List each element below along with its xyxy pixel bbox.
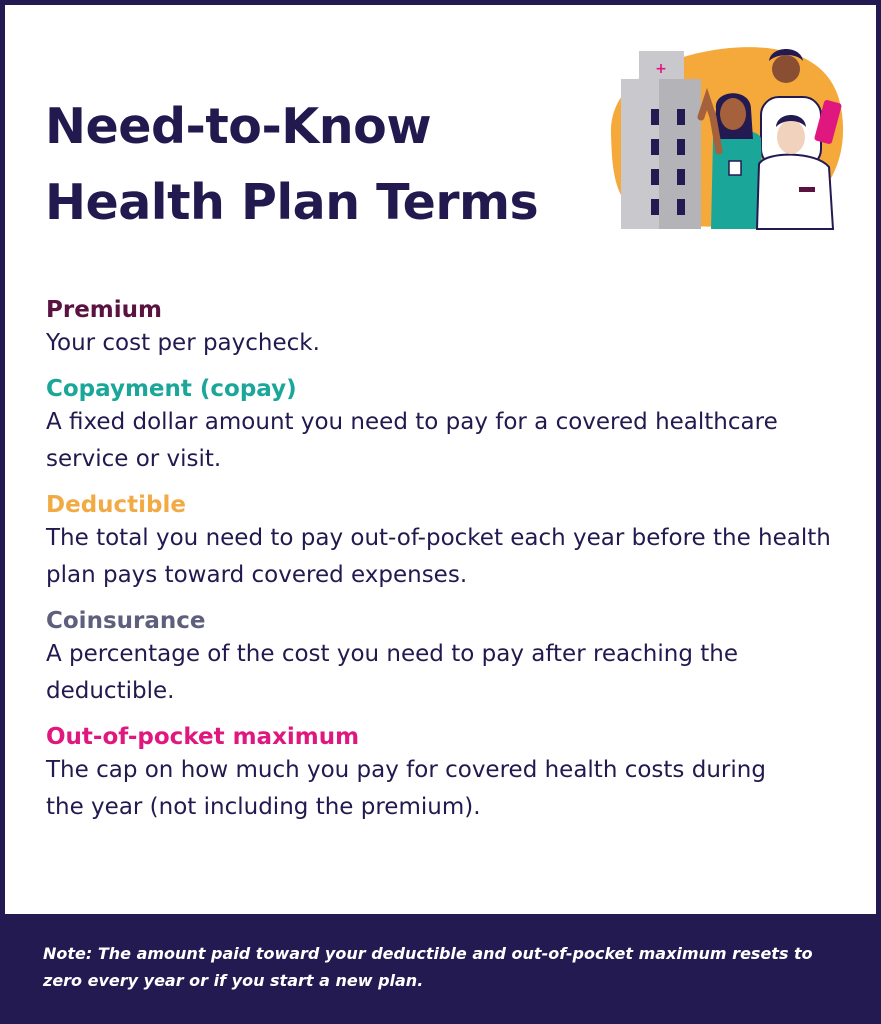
term-premium bbox=[46, 295, 846, 362]
term-definition: A fixed dollar amount you need to pay for a covered healthcare service or visit. bbox=[46, 409, 778, 472]
terms-list bbox=[46, 295, 846, 838]
terms-card bbox=[5, 5, 876, 914]
term-copayment bbox=[46, 374, 846, 478]
footer-note: Note: The amount paid toward your deductible and out-of-pocket maximum resets to zero every year or if you start a new plan. bbox=[43, 944, 813, 990]
term-definition: The total you need to pay out-of-pocket each year before the health plan pays toward covered expenses. bbox=[46, 525, 831, 588]
term-definition: Your cost per paycheck. bbox=[46, 330, 320, 356]
term-definition: The cap on how much you pay for covered health costs during the year (not including the premium). bbox=[46, 757, 766, 820]
term-name: Out-of-pocket maximum bbox=[46, 724, 360, 750]
term-name: Copayment (copay) bbox=[46, 376, 297, 402]
term-name: Deductible bbox=[46, 492, 186, 518]
term-coinsurance bbox=[46, 606, 846, 710]
term-deductible bbox=[46, 490, 846, 594]
page-title bbox=[45, 89, 538, 241]
healthcare-team-illustration bbox=[601, 39, 851, 234]
term-out-of-pocket-maximum bbox=[46, 722, 846, 826]
title-line-1: Need-to-Know bbox=[45, 98, 432, 155]
svg-text:+: + bbox=[655, 61, 667, 77]
title-line-2: Health Plan Terms bbox=[45, 174, 539, 231]
term-name: Premium bbox=[46, 297, 162, 323]
term-name: Coinsurance bbox=[46, 608, 206, 634]
term-definition: A percentage of the cost you need to pay after reaching the deductible. bbox=[46, 641, 738, 704]
